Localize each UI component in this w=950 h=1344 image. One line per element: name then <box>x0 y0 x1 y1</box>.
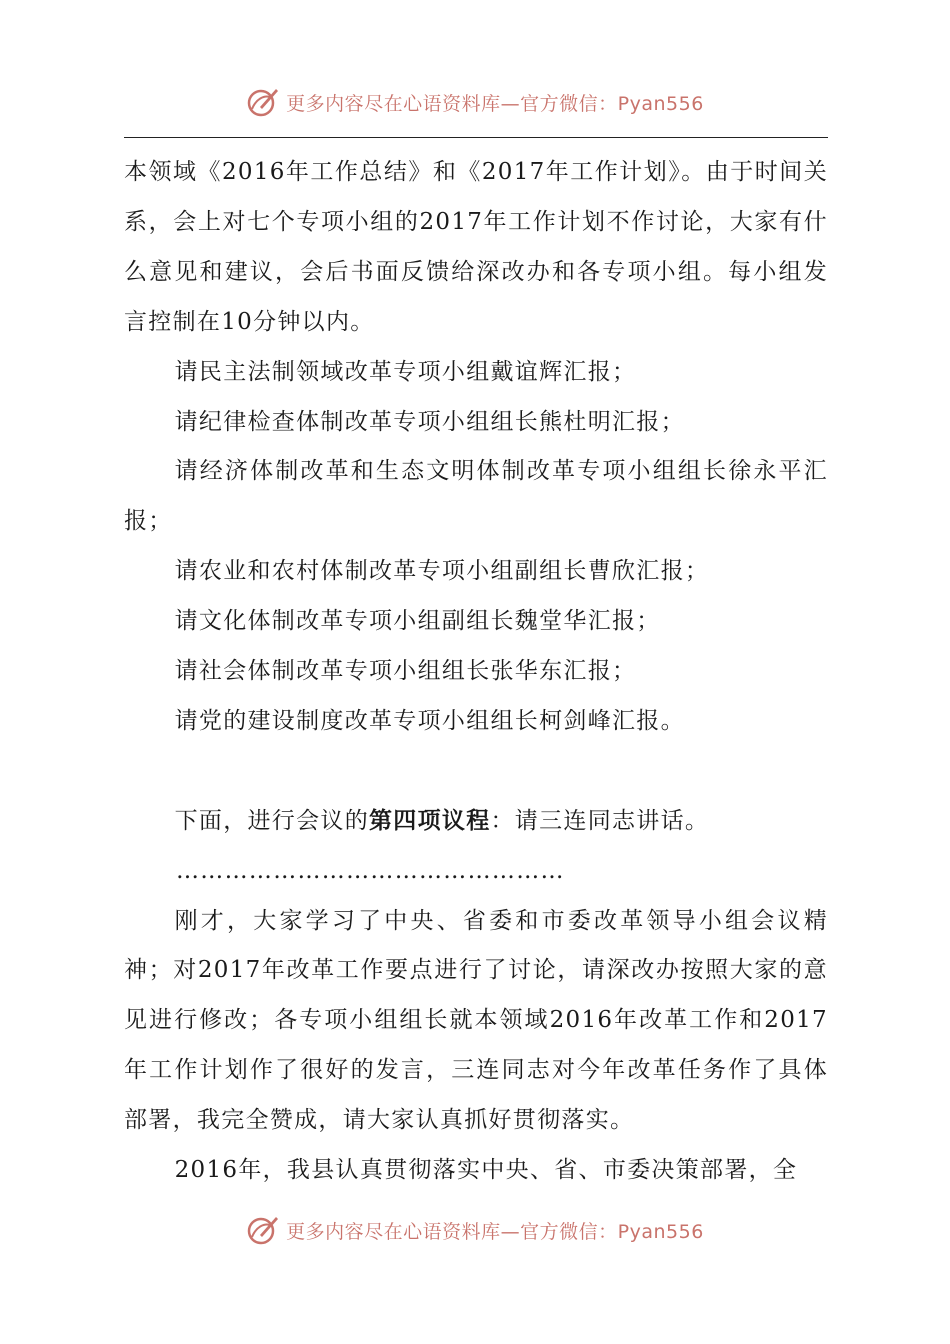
agenda-item-bold: 第四项议程 <box>369 807 491 834</box>
pen-logo-icon <box>246 1213 280 1247</box>
report-line: 请党的建设制度改革专项小组组长柯剑峰汇报。 <box>174 707 685 734</box>
report-line: 请社会体制改革专项小组组长张华东汇报； <box>174 658 637 685</box>
header-brand-text: 更多内容尽在心语资料库—官方微信：Pyan556 <box>286 92 704 115</box>
report-line: 请农业和农村体制改革专项小组副组长曹欣汇报； <box>174 558 710 585</box>
pen-logo-icon <box>246 85 280 119</box>
paragraph-last: 2016年，我县认真贯彻落实中央、省、市委决策部署，全 <box>174 1157 798 1184</box>
footer-brand <box>0 1210 950 1250</box>
agenda-line <box>124 797 828 847</box>
agenda-suffix: ：请三连同志讲话。 <box>490 807 710 834</box>
ellipsis-line: ………………………………………… <box>176 857 565 884</box>
paragraph-intro: 本领域《2016年工作总结》和《2017年工作计划》。由于时间关系，会上对七个专项小组的2017年工作计划不作讨论，大家有什么意见和建议，会后书面反馈给深改办和各专项小组。每小组发言控制在10分钟以内。 <box>124 159 828 335</box>
report-line: 请纪律检查体制改革专项小组组长熊杜明汇报； <box>174 408 685 435</box>
report-line: 请文化体制改革专项小组副组长魏堂华汇报； <box>174 608 661 635</box>
footer-brand-text: 更多内容尽在心语资料库—官方微信：Pyan556 <box>286 1220 704 1243</box>
header-rule <box>124 137 828 138</box>
document-body <box>124 148 828 1196</box>
paragraph-summary: 刚才，大家学习了中央、省委和市委改革领导小组会议精神；对2017年改革工作要点进行了讨论，请深改办按照大家的意见进行修改；各专项小组组长就本领域2016年改革工作和2017年工作计划作了很好的发言，三连同志对今年改革任务作了具体部署，我完全赞成，请大家认真抓好贯彻落实。 <box>124 907 828 1134</box>
report-line: 请经济体制改革和生态文明体制改革专项小组组长徐永平汇报； <box>124 458 828 535</box>
agenda-prefix: 下面，进行会议的 <box>174 807 369 834</box>
spacer <box>124 747 828 797</box>
report-line: 请民主法制领域改革专项小组戴谊辉汇报； <box>174 358 637 385</box>
header-brand <box>0 82 950 122</box>
